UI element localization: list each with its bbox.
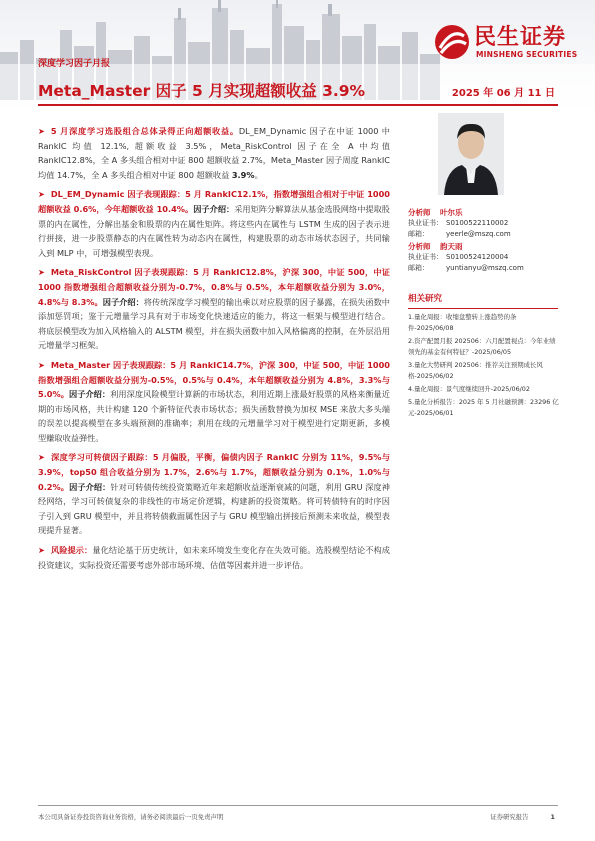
related-research-heading: 相关研究 — [408, 292, 558, 309]
paragraph-headline: 深度学习可转债因子跟踪：5 月偏股，平衡，偏债内因子 RankIC 分别为 11%，9.5%与 3.9%，top50 组合收益分别为 1.7%，2.6%与 1.7%，超额收益分别为 0.1%，1.0%与 0.2%。 — [38, 452, 390, 492]
analyst-role: 分析师 — [408, 242, 431, 251]
related-research-link[interactable]: 3.量化大势研判 202506：推荐关注预期成长风格-2025/06/02 — [408, 361, 543, 380]
paragraph-tag: 因子介绍： — [102, 296, 144, 307]
meta-riskcontrol-paragraph — [38, 265, 390, 353]
paragraph-body: DL_EM_Dynamic 因子在中证 1000 中 RankIC 均值 12.1%, 超额收益 3.5%，Meta_RiskControl 因子在全 A 中均值 RankIC12.8%，全 A 多头组合相对中证 800 超额收益 2.7%，Meta_Master 因子周度 RankIC 均值 14.7%，全 A 多头组合相对中证 800 超额收益 — [38, 126, 390, 180]
related-research-link[interactable]: 2.资产配置月报 202506：六月配置视点：今年业绩领先的基金有何特征？-2025/06/05 — [408, 337, 556, 356]
analyst-name: 韵天雨 — [440, 242, 463, 251]
related-research-link[interactable]: 5.量化分析报告：2025 年 5 月社融预测：23296 亿元-2025/06/01 — [408, 398, 559, 417]
risk-warning-paragraph — [38, 543, 390, 572]
bullet-arrow-icon: ➤ — [38, 126, 45, 136]
cert-number: S0100522110002 — [446, 219, 509, 227]
analyst-photo — [438, 113, 504, 195]
email-label: 邮箱： — [408, 264, 429, 272]
email-label: 邮箱： — [408, 230, 429, 238]
paragraph-emphasis: 3.9% — [231, 169, 255, 180]
summary-paragraph — [38, 124, 390, 182]
paragraph-body: 采用矩阵分解算法从基金选股网络中提取股票的内在属性，分解出基金和股票的内在属性矩阵。将这些内在属性与 LSTM 生成的因子表示进行拼接，进一步股票静态的内在属性转为动态内在属性，构建股票的动态市场状态因子，共同输入到 MLP 中，可增强模型表现。 — [38, 203, 390, 258]
paragraph-headline: 风险提示： — [50, 545, 93, 556]
meta-master-paragraph — [38, 358, 390, 446]
logo-name-cn: 民生证券 — [474, 25, 567, 50]
paragraph-tag: 因子介绍： — [69, 481, 111, 492]
paragraph-headline: Meta_RiskControl 因子表现跟踪：5 月 RankIC12.8%，沪深 300，中证 500，中证 1000 指数增强组合超额收益分别为-0.7%，0.8%与 0.5%，本年超额收益分别为 3.0%，4.8%与 8.3%。 — [38, 267, 390, 307]
related-research-link[interactable]: 4.量化周报：景气度继续回升-2025/06/02 — [408, 385, 530, 393]
dl-em-dynamic-paragraph — [38, 187, 390, 260]
cert-label: 执业证书： — [408, 253, 443, 261]
bullet-arrow-icon: ➤ — [38, 267, 45, 278]
header-divider — [38, 104, 558, 106]
convertible-bond-paragraph — [38, 450, 390, 538]
paragraph-body: 量化结论基于历史统计，如未来环境发生变化存在失效可能。选股模型结论不构成投资建议，实际投资还需要考虑外部市场环境、估值等因素并进一步评估。 — [38, 545, 390, 570]
bullet-arrow-icon: ➤ — [38, 452, 45, 463]
cert-number: S0100524120004 — [446, 253, 509, 261]
summary-column — [38, 124, 390, 577]
paragraph-end: 。 — [254, 169, 263, 180]
footer-disclaimer: 本公司具备证券投资咨询业务资格，请务必阅读最后一页免责声明 — [38, 813, 224, 821]
logo-mark-icon — [432, 22, 472, 62]
minsheng-logo — [432, 22, 582, 66]
paragraph-body: 利用深度风险模型计算新的市场状态，利用近期上涨最好股票的风格来衡量近期的市场风格，共计构建 120 个新特征代表市场状态；损失函数替换为加权 MSE 来放大多头端的误差以提高模型在多头端预测的准确率；利用在线的元增量学习对于模型进行定期更新，多模型赚取收益弹性。 — [38, 389, 390, 443]
footer-right — [490, 812, 555, 821]
footer-report-type: 证券研究报告 — [490, 813, 529, 821]
report-title: Meta_Master 因子 5 月实现超额收益 3.9% — [38, 82, 366, 100]
bullet-arrow-icon: ➤ — [38, 189, 45, 200]
analyst-card — [408, 241, 558, 274]
bullet-arrow-icon: ➤ — [38, 545, 45, 556]
analyst-name: 叶尔乐 — [440, 208, 463, 217]
analyst-email-link[interactable]: yeerle@mszq.com — [446, 230, 511, 238]
page-number: 1 — [550, 813, 555, 821]
analyst-role: 分析师 — [408, 208, 431, 217]
footer-divider — [38, 805, 558, 806]
paragraph-headline: Meta_Master 因子表现跟踪：5 月 RankIC14.7%，沪深 300，中证 500，中证 1000 指数增强组合超额收益分别为-0.5%，0.5%与 0.4%，本年超额收益分别为 4.8%，3.3%与 5.0%。 — [38, 359, 390, 400]
cert-label: 执业证书： — [408, 219, 443, 227]
analyst-email-link[interactable]: yuntianyu@mszq.com — [446, 264, 524, 272]
report-series: 深度学习因子月报 — [38, 59, 111, 69]
related-research-link[interactable]: 1.量化周报：收缩盘整转上涨趋势的条件-2025/06/08 — [408, 313, 517, 332]
header-banner — [0, 0, 595, 110]
related-research-list — [408, 312, 560, 421]
paragraph-body: 针对可转债传统投资策略近年来超额收益逐渐衰减的问题，利用 GRU 深度神经网络，学习可转债复杂的非线性的市场定价逻辑，构建新的投资策略。将可转债特有的时序因子引入到 GRU 模型中，并且将转债截面属性因子与 GRU 模型输出拼接后预测未来收益，模型表现提升显著。 — [38, 481, 390, 536]
paragraph-headline: DL_EM_Dynamic 因子表现跟踪：5 月 RankIC12.1%，指数增强组合相对于中证 1000 超额收益 0.6%，今年超额收益 10.4%。 — [38, 189, 390, 214]
paragraph-body: 将传统深度学习模型的输出乘以对应股票的因子暴露，在损失函数中添加惩罚项；鉴于元增量学习具有对于市场变化快速适应的能力，将这一框架与模型进行结合。将底层模型改为加入风格输入的 ALSTM 模型，并在损失函数中加入风格偏离的控制，在外层沿用元增量学习框架。 — [38, 296, 390, 351]
paragraph-tag: 因子介绍： — [193, 203, 235, 214]
report-date: 2025 年 06 月 11 日 — [451, 88, 555, 99]
bullet-arrow-icon: ➤ — [38, 359, 45, 370]
paragraph-headline: 5 月深度学习选股组合总体录得正向超额收益。 — [50, 126, 239, 136]
paragraph-tag: 因子介绍： — [68, 389, 111, 400]
logo-name-en: MINSHENG SECURITIES — [476, 50, 578, 59]
analyst-card — [408, 207, 558, 240]
